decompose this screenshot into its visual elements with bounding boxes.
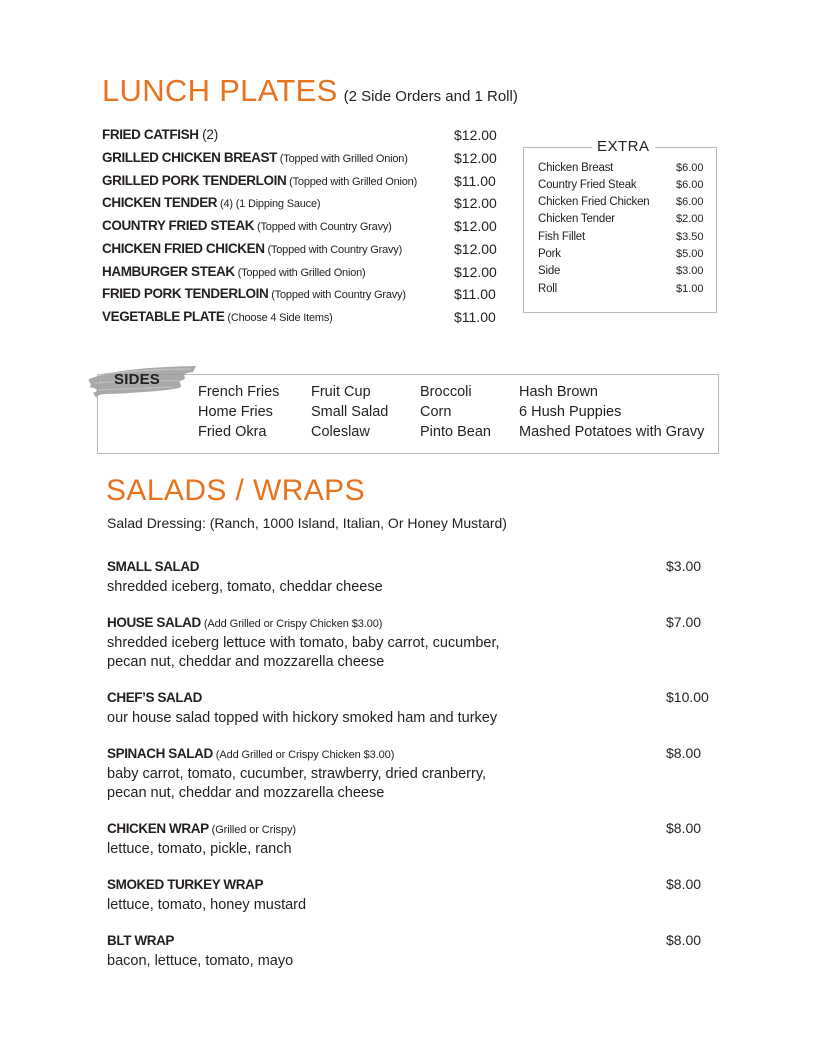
salad-item-note: (Add Grilled or Crispy Chicken $3.00): [212, 749, 395, 761]
salad-item: [107, 819, 717, 859]
salad-item-title: [107, 688, 717, 709]
extra-item-price: $5.00: [676, 248, 704, 260]
salad-item-description: shredded iceberg, tomato, cheddar cheese: [107, 579, 383, 595]
extra-item-price: $6.00: [676, 196, 704, 208]
lunch-plates-subtitle: (2 Side Orders and 1 Roll): [343, 88, 518, 105]
lunch-item-name: CHICKEN TENDER: [102, 195, 218, 210]
side-item: Mashed Potatoes with Gravy: [519, 424, 705, 440]
lunch-item-name: GRILLED PORK TENDERLOIN: [102, 173, 287, 188]
salad-item-title: [107, 744, 717, 765]
lunch-item-name: FRIED CATFISH: [102, 127, 199, 142]
lunch-item: [102, 150, 497, 172]
lunch-item: [102, 309, 497, 331]
lunch-item-note: (Topped with Grilled Onion): [276, 153, 408, 165]
salad-item: [107, 688, 717, 728]
lunch-item: [102, 218, 497, 240]
lunch-item-price: $12.00: [454, 218, 497, 234]
extra-item-price: $1.00: [676, 283, 704, 295]
side-item: Hash Brown: [519, 384, 598, 400]
lunch-item-note: (4) (1 Dipping Sauce): [217, 198, 321, 210]
extra-item-name: Chicken Fried Chicken: [538, 196, 650, 208]
side-item: Coleslaw: [311, 424, 370, 440]
extra-item-name: Chicken Breast: [538, 162, 614, 174]
lunch-plates-title: LUNCH PLATES: [102, 73, 338, 108]
lunch-item-price: $12.00: [454, 195, 497, 211]
lunch-item-note: (Topped with Grilled Onion): [234, 267, 366, 279]
salad-item-price: $3.00: [666, 558, 702, 574]
lunch-item-name: FRIED PORK TENDERLOIN: [102, 286, 269, 301]
salad-item-name: CHEF’S SALAD: [107, 690, 202, 705]
side-item: Broccoli: [420, 384, 472, 400]
salad-item-name: SPINACH SALAD: [107, 746, 213, 761]
extra-item: [538, 283, 706, 300]
extra-item-name: Fish Fillet: [538, 231, 586, 243]
lunch-item-note: (Topped with Country Gravy): [264, 244, 403, 256]
lunch-item: [102, 241, 497, 263]
salad-item-description: baby carrot, tomato, cucumber, strawberry, dried cranberry, pecan nut, cheddar and mozzarella cheese: [107, 766, 487, 801]
lunch-item-price: $12.00: [454, 127, 497, 143]
side-item: Pinto Bean: [420, 424, 491, 440]
lunch-item-name: HAMBURGER STEAK: [102, 264, 235, 279]
salad-item-price: $8.00: [666, 876, 702, 892]
extra-item: [538, 248, 706, 265]
salad-item-name: HOUSE SALAD: [107, 615, 201, 630]
salad-item-title: [107, 819, 717, 840]
lunch-item: [102, 173, 497, 195]
extra-item-name: Pork: [538, 248, 561, 260]
salad-item-price: $8.00: [666, 820, 702, 836]
lunch-item: [102, 264, 497, 286]
extra-item: [538, 196, 706, 213]
salad-item-description: shredded iceberg lettuce with tomato, baby carrot, cucumber, pecan nut, cheddar and mozzarella cheese: [107, 635, 500, 670]
extra-item-name: Side: [538, 265, 561, 277]
lunch-item-price: $12.00: [454, 264, 497, 280]
salad-item-name: BLT WRAP: [107, 933, 175, 948]
salad-item: [107, 613, 717, 672]
extra-item: [538, 265, 706, 282]
extra-item-name: Roll: [538, 283, 558, 295]
lunch-item: [102, 127, 497, 149]
salad-item-description: lettuce, tomato, honey mustard: [107, 897, 307, 913]
salad-item-price: $10.00: [666, 689, 709, 705]
lunch-item-price: $11.00: [454, 286, 496, 302]
extra-item: [538, 231, 706, 248]
side-item: French Fries: [198, 384, 280, 400]
salad-item-name: CHICKEN WRAP: [107, 821, 209, 836]
lunch-item: [102, 195, 497, 217]
salad-item-description: our house salad topped with hickory smoked ham and turkey: [107, 710, 498, 726]
extra-item-price: $2.00: [676, 213, 704, 225]
side-item: Small Salad: [311, 404, 389, 420]
lunch-item-name: CHICKEN FRIED CHICKEN: [102, 241, 265, 256]
lunch-item-price: $11.00: [454, 309, 496, 325]
salad-item-title: [107, 931, 717, 952]
salad-item-price: $8.00: [666, 745, 702, 761]
lunch-item: [102, 286, 497, 308]
lunch-item-note: (Topped with Country Gravy): [254, 221, 392, 233]
side-item: Corn: [420, 404, 452, 420]
extra-item-name: Chicken Tender: [538, 213, 615, 225]
salad-item: [107, 931, 717, 971]
side-item: Home Fries: [198, 404, 273, 420]
lunch-item-note: (Topped with Grilled Onion): [286, 176, 418, 188]
salad-item: [107, 875, 717, 915]
lunch-item-note: (2): [198, 127, 218, 142]
lunch-item-note: (Choose 4 Side Items): [224, 312, 333, 324]
extra-item-price: $6.00: [676, 162, 704, 174]
extra-item-price: $6.00: [676, 179, 704, 191]
extra-item: [538, 213, 706, 230]
lunch-item-price: $12.00: [454, 241, 497, 257]
salad-item-description: lettuce, tomato, pickle, ranch: [107, 841, 292, 857]
side-item: 6 Hush Puppies: [519, 404, 622, 420]
extra-item: [538, 162, 706, 179]
salad-item-title: [107, 613, 717, 634]
salad-item-title: [107, 875, 717, 896]
extra-item-name: Country Fried Steak: [538, 179, 637, 191]
lunch-item-price: $11.00: [454, 173, 496, 189]
lunch-plates-heading: [102, 72, 518, 109]
side-item: Fruit Cup: [311, 384, 371, 400]
salad-item-title: [107, 557, 717, 578]
salad-item: [107, 744, 717, 803]
extra-item: [538, 179, 706, 196]
salad-item-note: (Add Grilled or Crispy Chicken $3.00): [200, 618, 383, 630]
side-item: Fried Okra: [198, 424, 267, 440]
lunch-item-price: $12.00: [454, 150, 497, 166]
salad-item-name: SMALL SALAD: [107, 559, 200, 574]
extra-item-price: $3.50: [676, 231, 704, 243]
lunch-item-name: VEGETABLE PLATE: [102, 309, 225, 324]
lunch-item-note: (Topped with Country Gravy): [268, 289, 406, 301]
sides-label: SIDES: [114, 371, 161, 388]
salads-wraps-title: SALADS / WRAPS: [106, 474, 366, 507]
salad-item-description: bacon, lettuce, tomato, mayo: [107, 953, 294, 969]
salad-item-price: $8.00: [666, 932, 702, 948]
lunch-item-name: COUNTRY FRIED STEAK: [102, 218, 255, 233]
lunch-item-name: GRILLED CHICKEN BREAST: [102, 150, 277, 165]
extra-item-price: $3.00: [676, 265, 704, 277]
extra-title: EXTRA: [592, 138, 655, 155]
salad-item-name: SMOKED TURKEY WRAP: [107, 877, 264, 892]
salad-dressing-note: Salad Dressing: (Ranch, 1000 Island, Italian, Or Honey Mustard): [107, 515, 507, 531]
salad-item-price: $7.00: [666, 614, 702, 630]
salad-item: [107, 557, 717, 597]
salad-item-note: (Grilled or Crispy): [208, 824, 296, 836]
